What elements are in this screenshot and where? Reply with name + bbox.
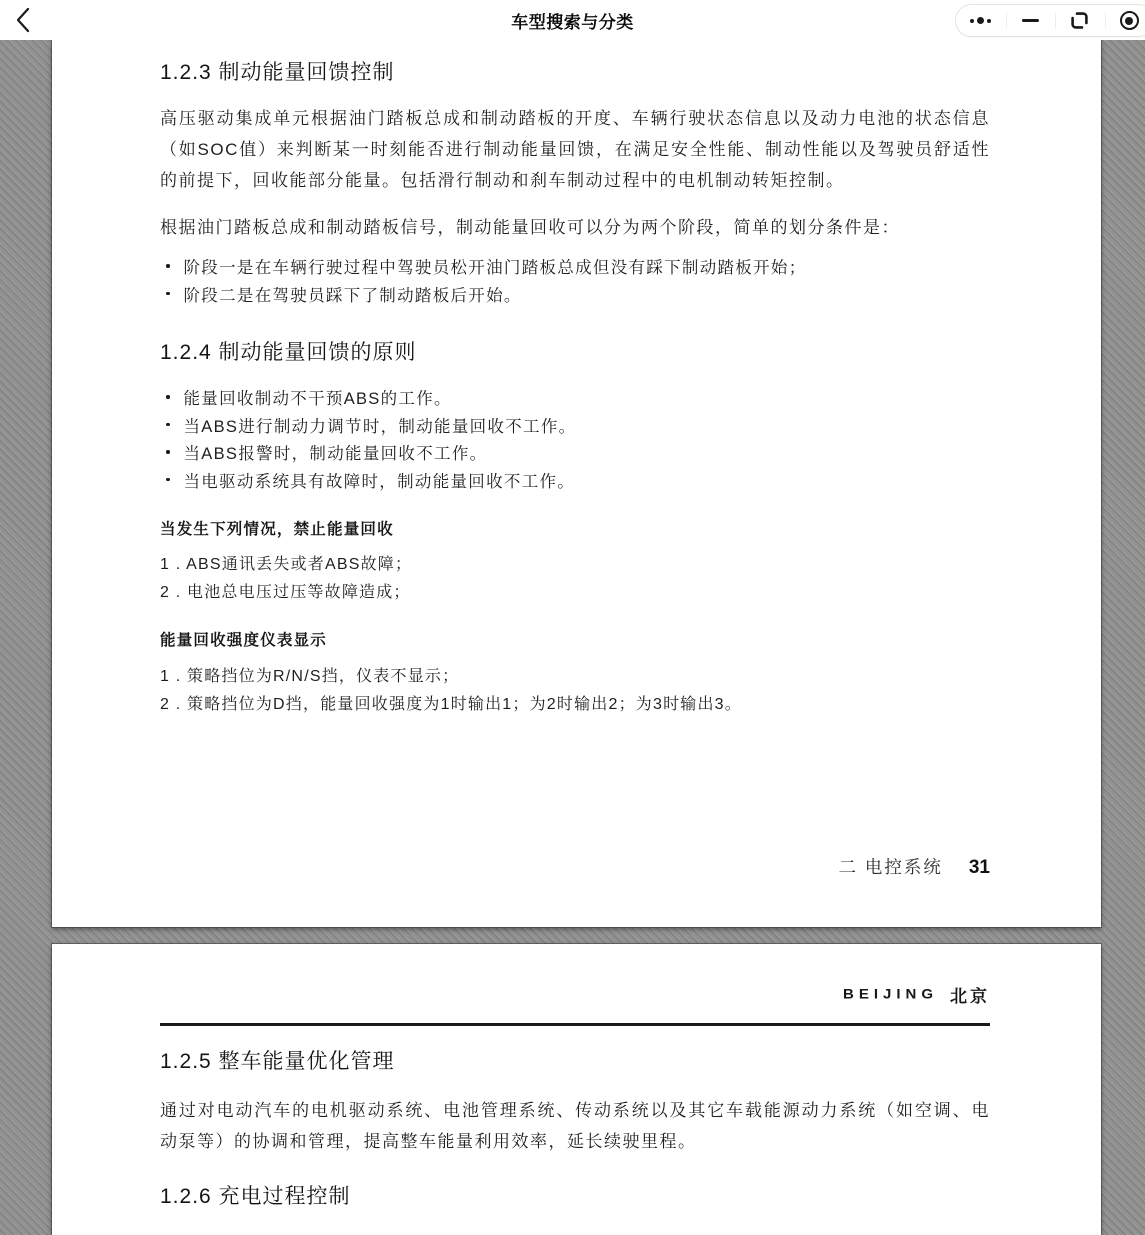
page-footer — [838, 854, 990, 879]
list-item-text: 阶段一是在车辆行驶过程中驾驶员松开油门踏板总成但没有踩下制动踏板开始； — [183, 259, 807, 277]
bullet-icon — [166, 423, 170, 427]
list-item — [160, 386, 990, 414]
heading-1-2-3: 1.2.3 制动能量回馈控制 — [160, 61, 395, 84]
forbid-recovery-heading: 当发生下列情况，禁止能量回收 — [160, 521, 394, 538]
header-rule — [160, 1023, 990, 1026]
bullet-icon — [166, 478, 170, 482]
list-item — [160, 441, 990, 469]
minimize-button[interactable] — [1006, 5, 1056, 36]
list-item-text: 能量回收制动不干预ABS的工作。 — [183, 390, 452, 408]
restore-icon — [1070, 11, 1089, 30]
heading-1-2-6: 1.2.6 充电过程控制 — [160, 1184, 351, 1208]
app-header — [0, 0, 1145, 40]
more-icon — [970, 17, 991, 24]
more-button[interactable] — [956, 5, 1006, 36]
brand-logo-cjk: 北京 — [950, 987, 990, 1006]
numbered-item: 2 . 电池总电压过压等故障造成； — [160, 583, 411, 601]
numbered-item: 1 . ABS通讯丢失或者ABS故障； — [160, 556, 413, 573]
list-item — [160, 414, 990, 442]
forbid-list — [160, 551, 990, 606]
paragraph-two-stages: 根据油门踏板总成和制动踏板信号，制动能量回收可以分为两个阶段，简单的划分条件是： — [160, 218, 900, 237]
list-item-text: 当电驱动系统具有故障时，制动能量回收不工作。 — [183, 472, 576, 491]
window-capsule — [955, 4, 1145, 37]
meter-list — [160, 663, 990, 718]
exit-circle-icon — [1120, 11, 1139, 30]
footer-chapter: 二 电控系统 — [838, 857, 943, 877]
footer-page-number: 31 — [968, 857, 990, 878]
document-scroll-area[interactable] — [0, 40, 1145, 1235]
list-item — [160, 283, 990, 311]
bullet-icon — [166, 292, 170, 296]
heading-1-2-4: 1.2.4 制动能量回馈的原则 — [160, 341, 417, 364]
bullet-icon — [166, 264, 170, 268]
exit-button[interactable] — [1105, 5, 1145, 36]
bullet-icon — [166, 450, 170, 454]
brand-logo-latin: BEIJING — [842, 986, 938, 1003]
meter-display-heading: 能量回收强度仪表显示 — [160, 632, 328, 649]
list-item-text: 当ABS报警时，制动能量回收不工作。 — [183, 445, 488, 463]
restore-button[interactable] — [1055, 5, 1105, 36]
pdf-page-31 — [52, 40, 1101, 927]
numbered-item: 1 . 策略挡位为R/N/S挡，仪表不显示； — [160, 668, 460, 685]
list-item — [160, 255, 990, 283]
page-title: 车型搜索与分类 — [511, 12, 634, 32]
list-item-text: 阶段二是在驾驶员踩下了制动踏板后开始。 — [183, 286, 522, 305]
principle-bullet-list — [160, 386, 990, 496]
minimize-icon — [1022, 19, 1039, 22]
list-item — [160, 469, 990, 497]
paragraph-energy-mgmt: 通过对电动汽车的电机驱动系统、电池管理系统、传动系统以及其它车载能源动力系统（如空调、电动泵等）的协调和管理，提高整车能量利用效率，延长续驶里程。 — [160, 1100, 990, 1151]
heading-1-2-5: 1.2.5 整车能量优化管理 — [160, 1049, 395, 1073]
stage-bullet-list — [160, 255, 990, 310]
bullet-icon — [166, 395, 170, 399]
paragraph-hv-drive: 高压驱动集成单元根据油门踏板总成和制动踏板的开度、车辆行驶状态信息以及动力电池的状态信息（如SOC值）来判断某一时刻能否进行制动能量回馈，在满足安全性能、制动性能以及驾驶员舒适性的前提下，回收能部分能量。包括滑行制动和刹车制动过程中的电机制动转矩控制。 — [160, 109, 990, 190]
pdf-page-32 — [52, 944, 1101, 1235]
brand-logo — [160, 944, 990, 1007]
list-item-text: 当ABS进行制动力调节时，制动能量回收不工作。 — [183, 417, 577, 436]
numbered-item: 2 . 策略挡位为D挡，能量回收强度为1时输出1；为2时输出2；为3时输出3。 — [160, 695, 742, 713]
